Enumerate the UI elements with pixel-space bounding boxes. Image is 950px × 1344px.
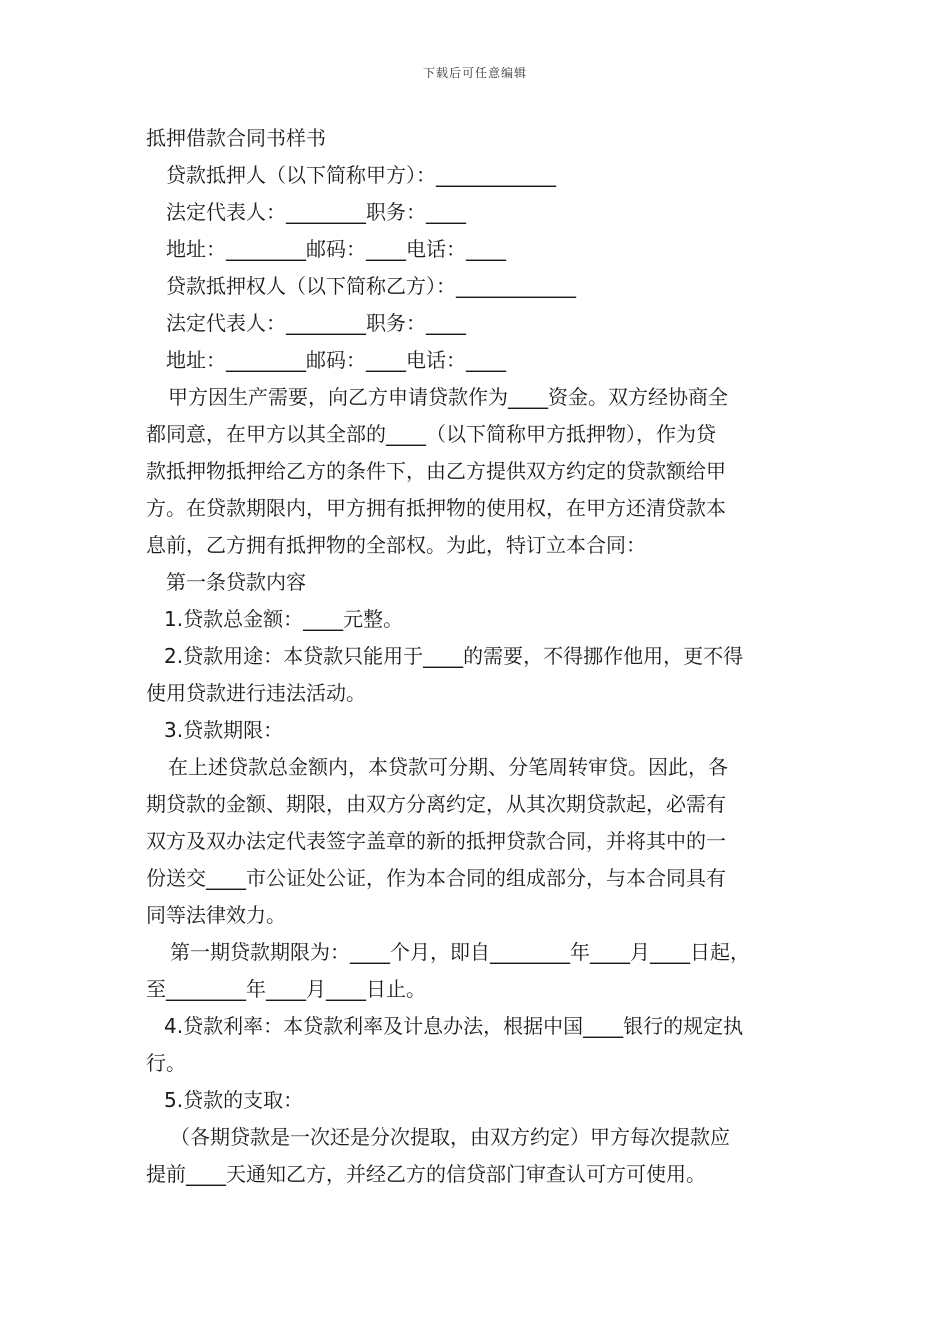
item-3-loan-term: 3.贷款期限： <box>164 718 284 742</box>
item-5-withdrawal: 5.贷款的支取： <box>164 1088 304 1112</box>
term-paragraph-line: 在上述贷款总金额内，本贷款可分期、分笔周转审贷。因此，各 <box>168 755 728 779</box>
mortgagor-representative-line: 法定代表人：________职务：____ <box>166 200 466 224</box>
intro-paragraph-line: 款抵押物抵押给乙方的条件下，由乙方提供双方约定的贷款额给甲 <box>146 459 726 483</box>
mortgagee-representative-line: 法定代表人：________职务：____ <box>166 311 466 335</box>
item-4-interest-rate: 4.贷款利率：本贷款利率及计息办法，根据中国____银行的规定执 <box>164 1014 744 1038</box>
header-note: 下载后可任意编辑 <box>422 66 527 80</box>
article-1-title: 第一条贷款内容 <box>166 570 306 594</box>
first-term-line: 第一期贷款期限为：____个月，即自________年____月____日起， <box>170 940 750 964</box>
intro-paragraph-line: 甲方因生产需要，向乙方申请贷款作为____资金。双方经协商全 <box>168 385 728 409</box>
mortgagee-address-line: 地址：________邮码：____电话：____ <box>166 348 506 372</box>
intro-paragraph-line: 都同意，在甲方以其全部的____（以下简称甲方抵押物），作为贷 <box>146 422 716 446</box>
item-2-loan-purpose: 2.贷款用途：本贷款只能用于____的需要，不得挪作他用，更不得 <box>164 644 744 668</box>
contract-document <box>146 120 816 1193</box>
item-4-interest-rate-cont: 行。 <box>146 1051 186 1075</box>
item-1-loan-amount: 1.贷款总金额：____元整。 <box>164 607 404 631</box>
first-term-line: 至________年____月____日止。 <box>146 977 426 1001</box>
withdraw-paragraph-line: 提前____天通知乙方，并经乙方的信贷部门审查认可方可使用。 <box>146 1162 706 1186</box>
mortgagor-line: 贷款抵押人（以下简称甲方）：____________ <box>166 163 556 187</box>
term-paragraph-line: 份送交____市公证处公证，作为本合同的组成部分，与本合同具有 <box>146 866 726 890</box>
intro-paragraph-line: 方。在贷款期限内，甲方拥有抵押物的使用权，在甲方还清贷款本 <box>146 496 726 520</box>
withdraw-paragraph-line: （各期贷款是一次还是分次提取，由双方约定）甲方每次提款应 <box>170 1125 730 1149</box>
item-2-loan-purpose-cont: 使用贷款进行违法活动。 <box>146 681 366 705</box>
intro-paragraph-line: 息前，乙方拥有抵押物的全部权。为此，特订立本合同： <box>146 533 646 557</box>
term-paragraph-line: 同等法律效力。 <box>146 903 286 927</box>
term-paragraph-line: 双方及双办法定代表签字盖章的新的抵押贷款合同，并将其中的一 <box>146 829 726 853</box>
mortgagee-line: 贷款抵押权人（以下简称乙方）：____________ <box>166 274 576 298</box>
document-title: 抵押借款合同书样书 <box>146 126 326 150</box>
mortgagor-address-line: 地址：________邮码：____电话：____ <box>166 237 506 261</box>
term-paragraph-line: 期贷款的金额、期限，由双方分离约定，从其次期贷款起，必需有 <box>146 792 726 816</box>
